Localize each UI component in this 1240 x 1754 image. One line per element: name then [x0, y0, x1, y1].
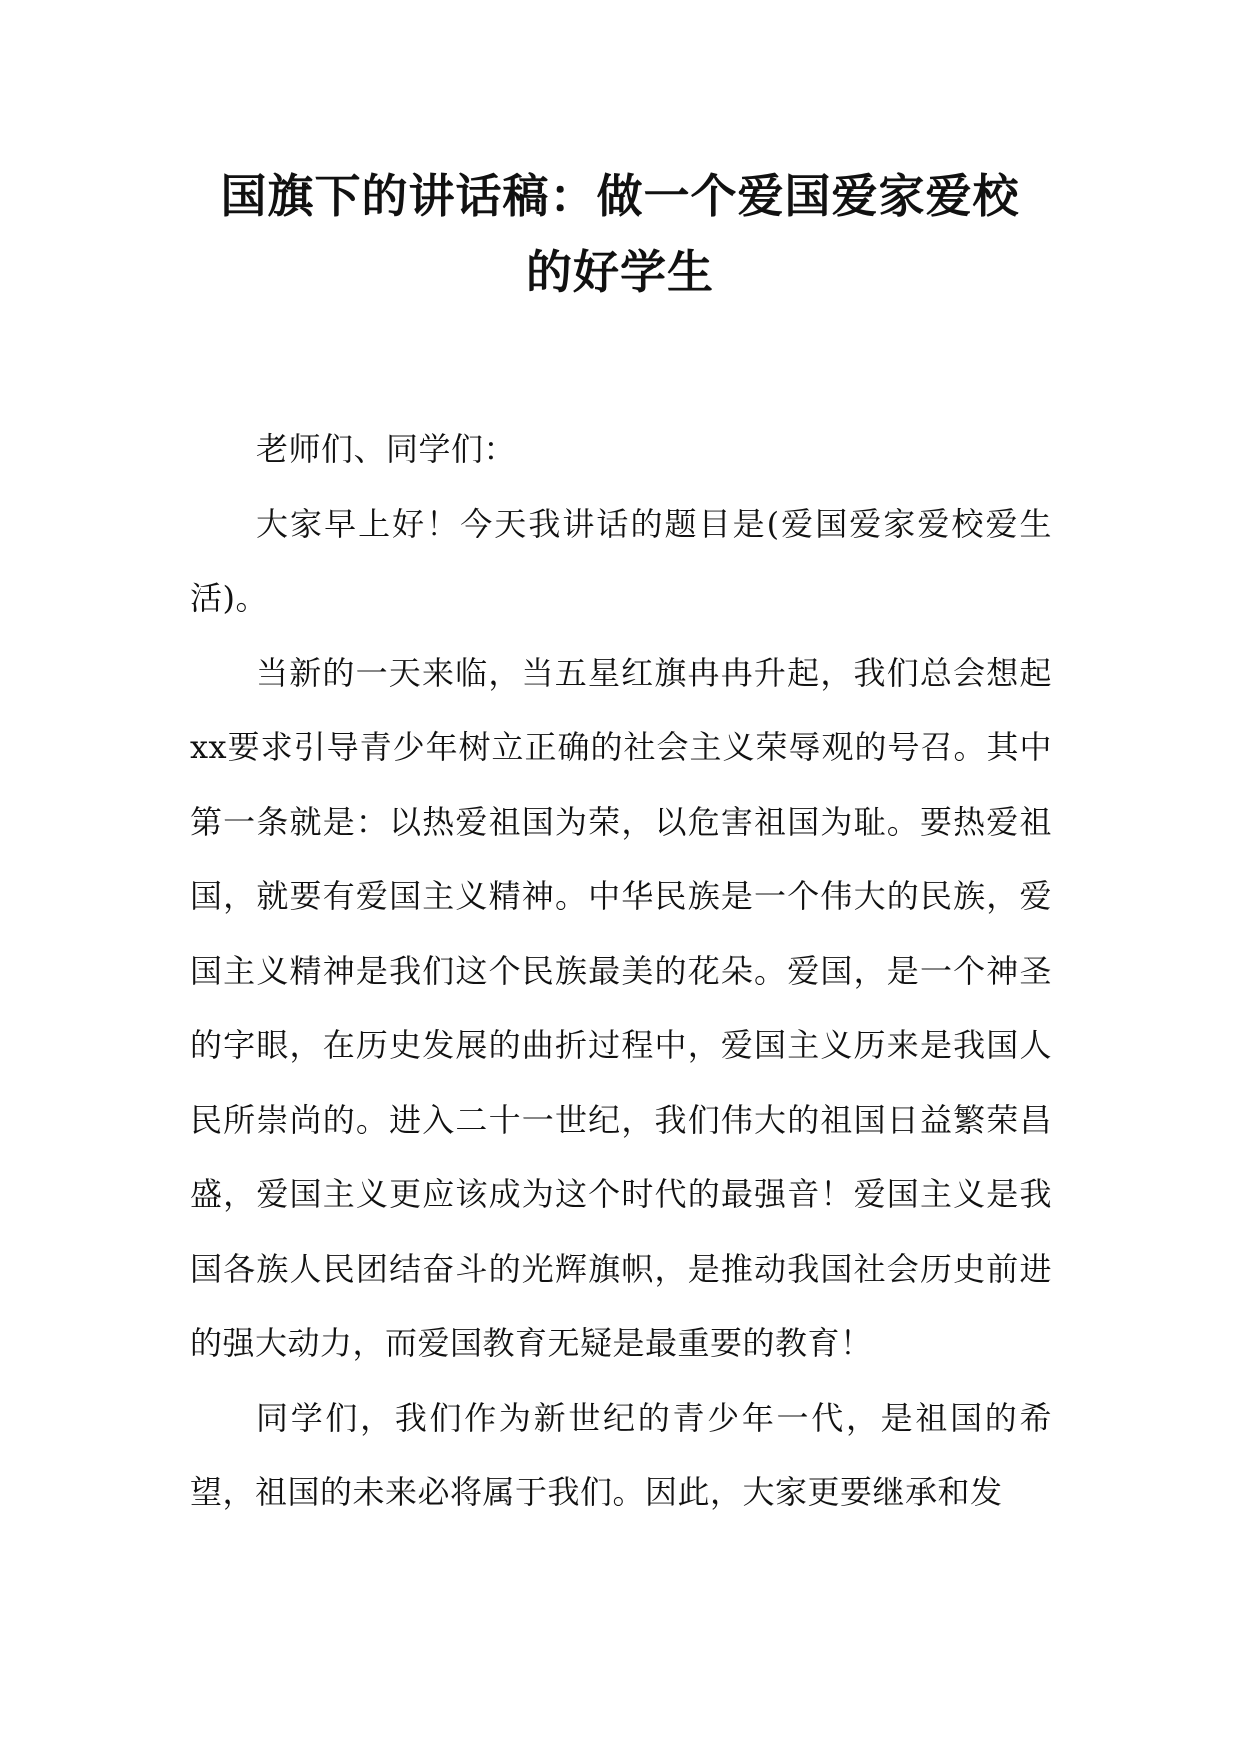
document-body: [190, 412, 1052, 1530]
document-title: [170, 158, 1070, 310]
paragraph-salutation: 老师们、同学们：: [256, 430, 517, 468]
title-line-2: 的好学生: [526, 245, 714, 299]
title-line-1: 国旗下的讲话稿：做一个爱国爱家爱校: [220, 169, 1020, 223]
paragraph-patriotism: 当新的一天来临，当五星红旗冉冉升起，我们总会想起xx要求引导青少年树立正确的社会主义荣辱观的号召。其中第一条就是：以热爱祖国为荣，以危害祖国为耻。要热爱祖国，就要有爱国主义精神。中华民族是一个伟大的民族，爱国主义精神是我们这个民族最美的花朵。爱国，是一个神圣的字眼，在历史发展的曲折过程中，爱国主义历来是我国人民所崇尚的。进入二十一世纪，我们伟大的祖国日益繁荣昌盛，爱国主义更应该成为这个时代的最强音！爱国主义是我国各族人民团结奋斗的光辉旗帜，是推动我国社会历史前进的强大动力，而爱国教育无疑是最重要的教育！: [190, 653, 1052, 1362]
paragraph-students: 同学们，我们作为新世纪的青少年一代，是祖国的希望，祖国的未来必将属于我们。因此，大家更要继承和发: [190, 1398, 1052, 1511]
paragraph-greeting: 大家早上好！今天我讲话的题目是(爱国爱家爱校爱生活)。: [190, 504, 1052, 617]
